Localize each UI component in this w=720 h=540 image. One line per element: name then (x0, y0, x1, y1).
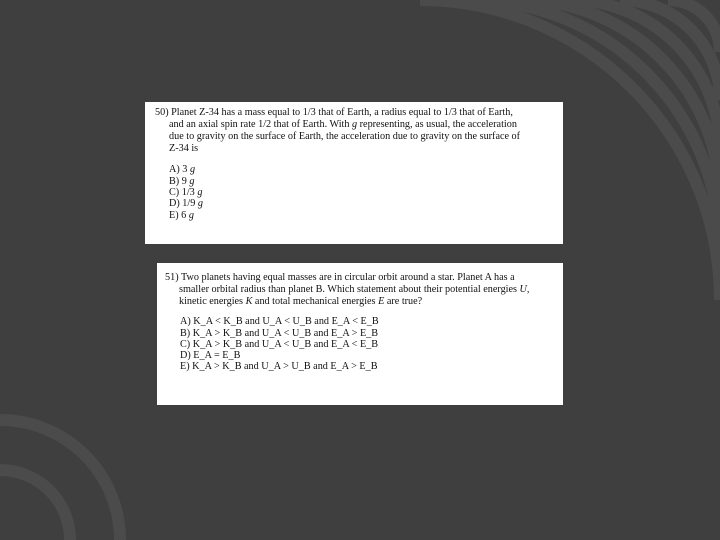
question-50-line3: due to gravity on the surface of Earth, the acceleration due to gravity on the surface of (169, 131, 521, 143)
option-a: A) 3 g (169, 164, 196, 176)
question-50-g-symbol: g (352, 119, 358, 131)
question-51-k-symbol: K (245, 296, 253, 308)
question-51-text (165, 272, 557, 308)
question-51-options (180, 316, 557, 372)
option-b: B) K_A > K_B and U_A < U_B and E_A > E_B (180, 327, 379, 339)
option-d: D) 1/9 g (169, 198, 203, 210)
question-51-u-symbol: U, (519, 284, 530, 296)
question-50-line1: Planet Z-34 has a mass equal to 1/3 that of Earth, a radius equal to 1/3 that of Earth, (171, 107, 513, 118)
question-51-card (157, 263, 563, 405)
option-a: A) K_A < K_B and U_A < U_B and E_A < E_B (180, 316, 379, 328)
question-51-line3a: kinetic energies (179, 296, 246, 308)
question-50-options (169, 164, 557, 220)
option-e: E) K_A > K_B and U_A > U_B and E_A > E_B (180, 361, 378, 373)
question-50-line2b: representing, as usual, the acceleration (357, 119, 517, 131)
question-51-e-symbol: E (378, 296, 385, 308)
question-51-number: 51) (165, 272, 179, 283)
option-d: D) E_A = E_B (180, 350, 241, 362)
question-51-line3c: and total mechanical energies (252, 296, 379, 308)
option-b: B) 9 g (169, 175, 195, 187)
question-51-line2: smaller orbital radius than planet B. Which statement about their potential energies (179, 284, 520, 296)
question-50-text (155, 107, 557, 155)
option-c: C) K_A > K_B and U_A < U_B and E_A < E_B (180, 338, 379, 350)
option-c: C) 1/3 g (169, 186, 203, 198)
question-50-line4: Z-34 is (169, 143, 199, 155)
option-e: E) 6 g (169, 209, 194, 221)
question-50-number: 50) (155, 107, 169, 118)
question-51-line3e: are true? (384, 296, 423, 308)
question-50-line2a: and an axial spin rate 1/2 that of Earth. With (169, 119, 353, 131)
question-51-line1: Two planets having equal masses are in circular orbit around a star. Planet A has a (180, 272, 515, 283)
question-50-card (145, 102, 563, 244)
